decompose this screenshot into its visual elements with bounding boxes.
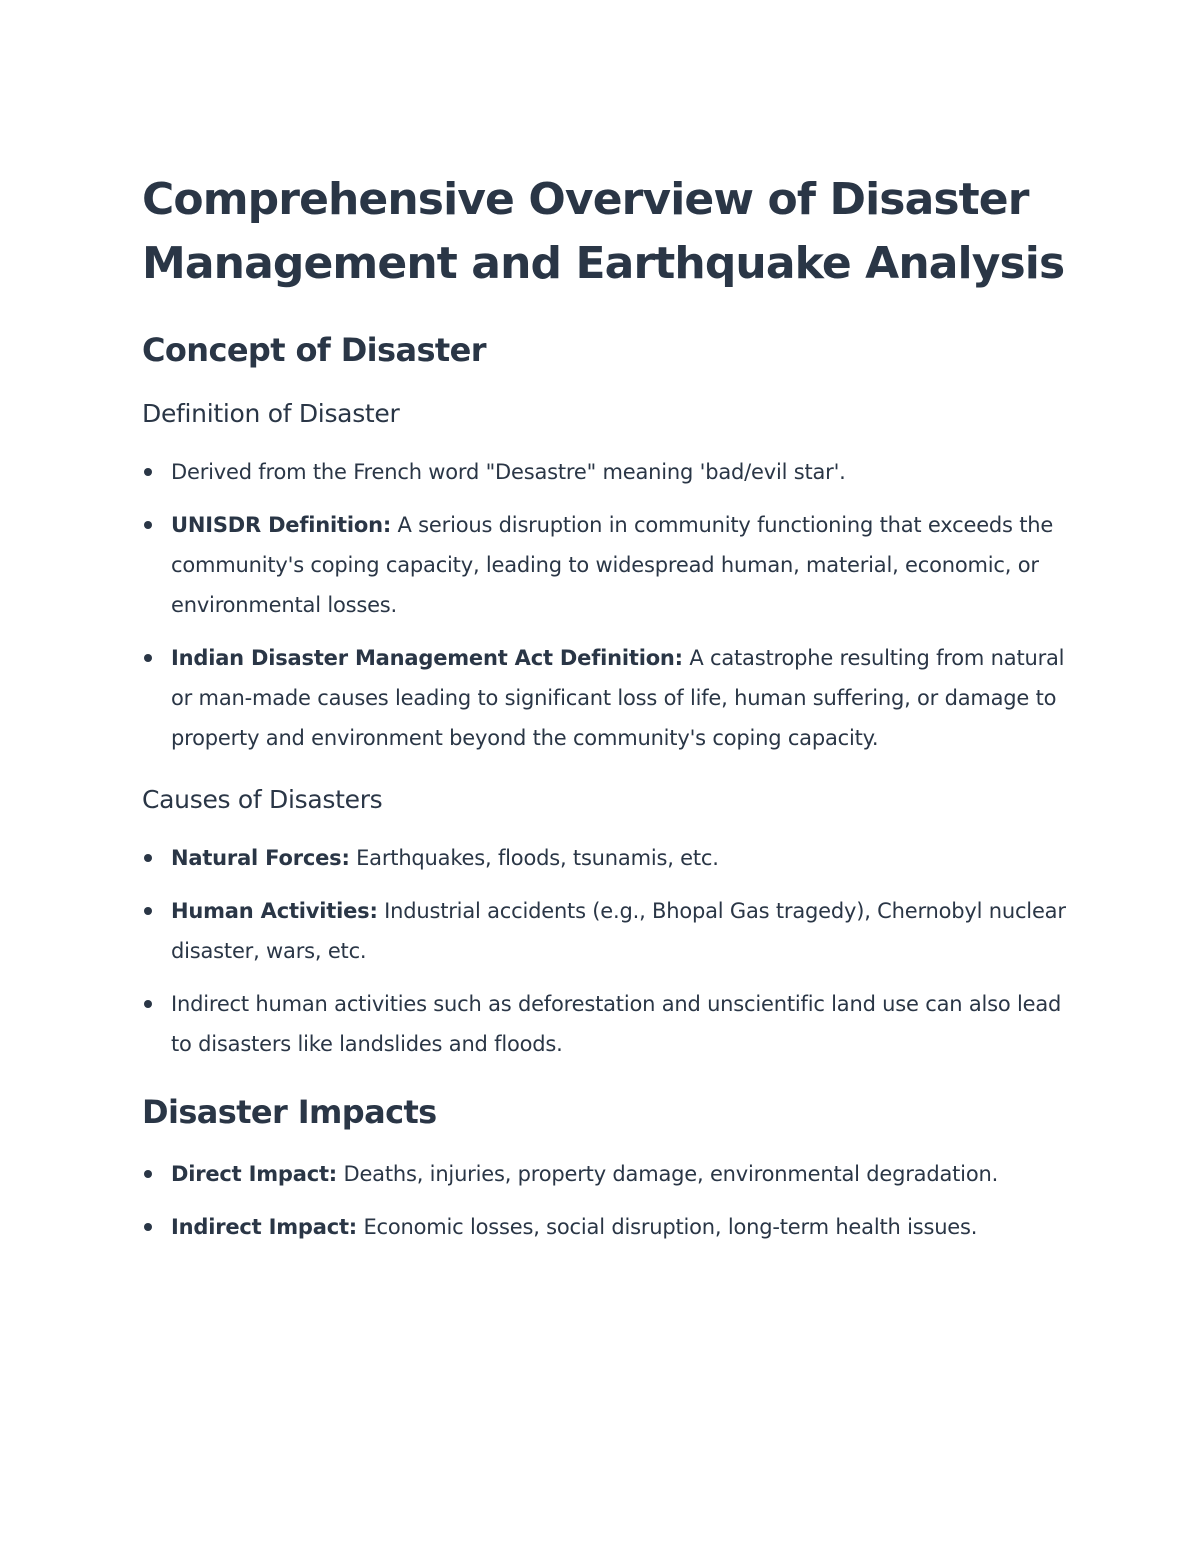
section-heading-concept: Concept of Disaster (142, 331, 486, 369)
document-page (142, 168, 1072, 1247)
list-item-text: Deaths, injuries, property damage, environmental degradation. (337, 1162, 999, 1186)
bullet-icon (144, 1170, 152, 1178)
list-item-term: UNISDR Definition: (171, 513, 392, 537)
list-item-text: A serious disruption in community functioning that exceeds the community's coping capacity, leading to widespread human, material, economic, or environmental losses. (171, 513, 1054, 617)
list-item-text: Economic losses, social disruption, long-term health issues. (356, 1215, 978, 1239)
definition-list (142, 452, 1072, 758)
list-item (142, 1154, 1072, 1194)
section-heading-impacts: Disaster Impacts (142, 1093, 437, 1131)
list-item-term: Human Activities: (171, 899, 378, 923)
bullet-icon (144, 1000, 152, 1008)
subsection-heading-definition: Definition of Disaster (142, 399, 400, 428)
list-item (142, 638, 1072, 758)
bullet-icon (144, 907, 152, 915)
bullet-icon (144, 468, 152, 476)
list-item-term: Indian Disaster Management Act Definition: (171, 646, 683, 670)
list-item (142, 1207, 1072, 1247)
list-item (142, 452, 1072, 492)
document-title: Comprehensive Overview of Disaster Management and Earthquake Analysis (142, 174, 1065, 289)
causes-list (142, 838, 1072, 1064)
list-item (142, 505, 1072, 625)
list-item (142, 891, 1072, 971)
subsection-heading-causes: Causes of Disasters (142, 785, 383, 814)
list-item-text: Derived from the French word "Desastre" meaning 'bad/evil star'. (171, 460, 846, 484)
list-item-term: Direct Impact: (171, 1162, 338, 1186)
list-item-text: Earthquakes, floods, tsunamis, etc. (349, 846, 719, 870)
list-item-term: Indirect Impact: (171, 1215, 357, 1239)
list-item-text: Indirect human activities such as deforestation and unscientific land use can also lead to disasters like landslides and floods. (171, 992, 1062, 1056)
bullet-icon (144, 654, 152, 662)
list-item-text: A catastrophe resulting from natural or man-made causes leading to significant loss of life, human suffering, or damage to property and environment beyond the community's coping capacity. (171, 646, 1065, 750)
bullet-icon (144, 854, 152, 862)
bullet-icon (144, 521, 152, 529)
list-item-text: Industrial accidents (e.g., Bhopal Gas tragedy), Chernobyl nuclear disaster, wars, etc. (171, 899, 1066, 963)
bullet-icon (144, 1223, 152, 1231)
list-item-term: Natural Forces: (171, 846, 350, 870)
list-item (142, 984, 1072, 1064)
impacts-list (142, 1154, 1072, 1247)
list-item (142, 838, 1072, 878)
